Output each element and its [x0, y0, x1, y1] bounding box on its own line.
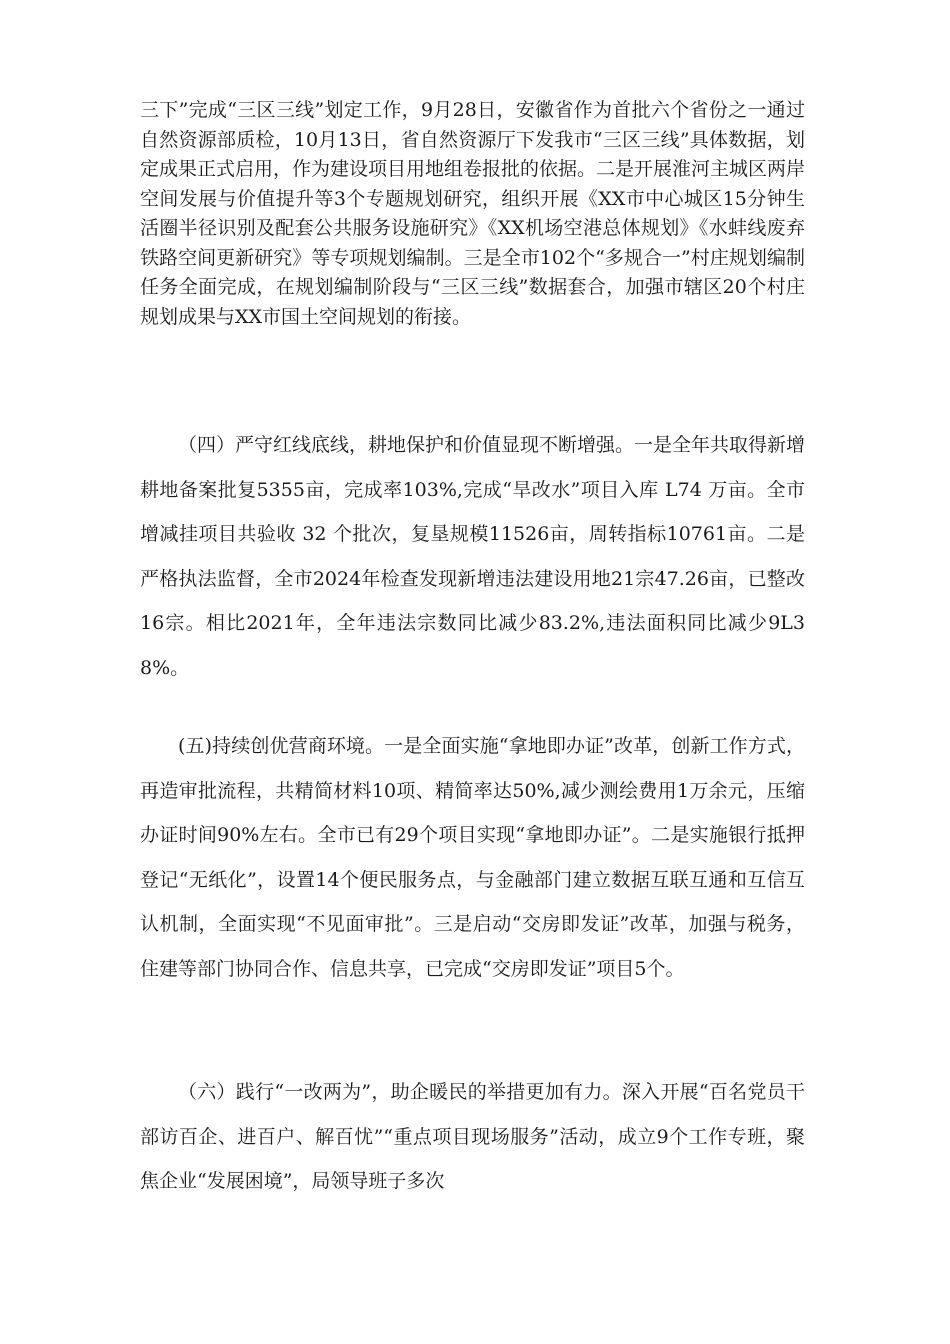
paragraph-section-6: （六）践行“一改两为”，助企暖民的举措更加有力。深入开展“百名党员干部访百企、进百户、解百忧”“重点项目现场服务”活动，成立9个工作专班，聚焦企业“发展困境”，局领导班子多次 — [140, 1081, 805, 1192]
paragraph-section-5: (五)持续创优营商环境。一是全面实施“拿地即办证”改革，创新工作方式，再造审批流程，共精简材料10项、精简率达50%,减少测绘费用1万余元，压缩办证时间90%左右。全市已有29个项目实现“拿地即办证”。二是实施银行抵押登记“无纸化”，设置14个便民服务点，与金融部门建立数据互联互通和互信互认机制，全面实现“不见面审批”。三是启动“交房即发证”改革，加强与税务，住建等部门协同合作、信息共享，已完成“交房即发证”项目5个。 — [140, 735, 805, 980]
paragraph-section-4: （四）严守红线底线，耕地保护和价值显现不断增强。一是全年共取得新增耕地备案批复5355亩，完成率103%,完成“旱改水”项目入库 L74 万亩。全市增减挂项目共验收 32 个批次，复垦规模11526亩，周转指标10761亩。二是严格执法监督，全市2024年检查发现新增违法建设用地21宗47.26亩，已整改16宗。相比2021年，全年违法宗数同比减少83.2%,违法面积同比减少9L38%。 — [140, 434, 806, 679]
paragraph-continuation: 三下”完成“三区三线”划定工作，9月28日，安徽省作为首批六个省份之一通过自然资源部质检，10月13日，省自然资源厅下发我市“三区三线”具体数据，划定成果正式启用，作为建设项目用地组卷报批的依据。二是开展淮河主城区两岸空间发展与价值提升等3个专题规划研究，组织开展《XX市中心城区15分钟生活圈半径识别及配套公共服务设施研究》《XX机场空港总体规划》《水蚌线废弃铁路空间更新研究》等专项规划编制。三是全市102个“多规合一”村庄规划编制任务全面完成，在规划编制阶段与“三区三线”数据套合，加强市辖区20个村庄规划成果与XX市国土空间规划的衔接。 — [140, 99, 806, 328]
